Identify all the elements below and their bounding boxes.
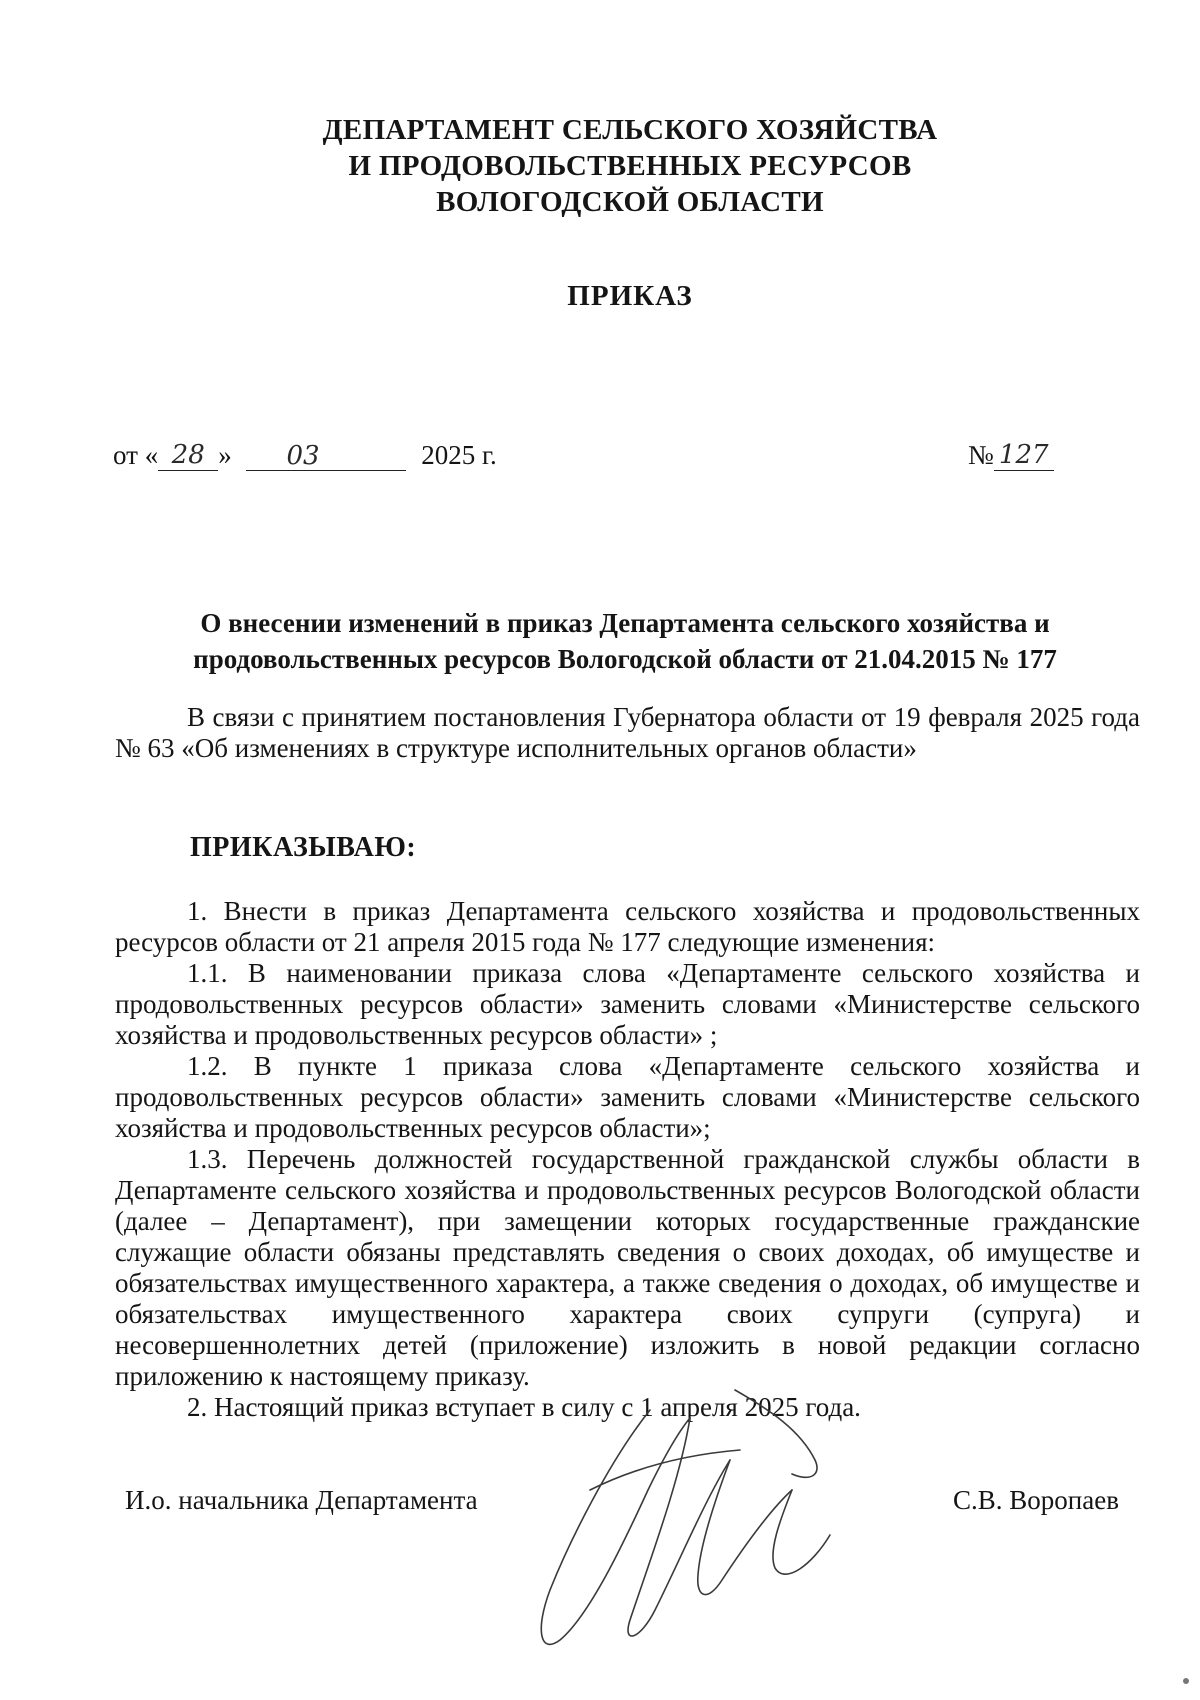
preamble-text: В связи с принятием постановления Губернатора области от 19 февраля 2025 года № 63 «Об изменениях в структуре исполнительных органов области» [115,702,1140,763]
item-1-2: 1.2. В пункте 1 приказа слова «Департаменте сельского хозяйства и продовольственных ресурсов области» заменить словами «Министерстве сельского хозяйства и продовольственных ресурсов области»; [115,1051,1140,1143]
signatory-name: С.В. Воропаев [953,1485,1119,1515]
subject-line-1: О внесении изменений в приказ Департамента сельского хозяйства и [200,608,1050,638]
date-day: 28 [158,440,218,471]
date-prefix: от « [113,440,159,470]
number-prefix: № [968,440,994,470]
order-number [968,440,1054,471]
number-value: 127 [994,440,1054,471]
item-1-1: 1.1. В наименовании приказа слова «Департаменте сельского хозяйства и продовольственных ресурсов области» заменить словами «Министерстве сельского хозяйства и продовольственных ресурсов области» ; [115,958,1140,1050]
order-title: ПРИКАЗ [567,280,693,312]
item-2: 2. Настоящий приказ вступает в силу с 1 апреля 2025 года. [187,1392,861,1422]
subject-line-2: продовольственных ресурсов Вологодской области от 21.04.2015 № 177 [193,644,1057,674]
order-items [115,896,1140,1423]
item-1: 1. Внести в приказ Департамента сельского хозяйства и продовольственных ресурсов области от 21 апреля 2015 года № 177 следующие изменения: [115,896,1140,957]
department-header [0,112,1200,220]
date-month: 03 [246,441,406,471]
date-mid: » [218,440,232,470]
date-year: 2025 г. [421,440,497,470]
preamble [115,702,1140,764]
header-line-2: И ПРОДОВОЛЬСТВЕННЫХ РЕСУРСОВ [348,150,912,182]
date-line [113,440,497,471]
item-1-3: 1.3. Перечень должностей государственной гражданской службы области в Департаменте сельского хозяйства и продовольственных ресурсов Вологодской области (далее – Департамент), при замещении которых государственные гражданские служащие области обязаны представлять сведения о своих доходах, об имуществе и обязательствах имущественного характера, а также сведения о доходах, об имуществе и обязательствах имущественного характера своих супруги (супруга) и несовершеннолетних детей (приложение) изложить в новой редакции согласно приложению к настоящему приказу. [115,1144,1140,1391]
header-line-3: ВОЛОГОДСКОЙ ОБЛАСТИ [436,186,824,218]
order-word: ПРИКАЗЫВАЮ: [190,832,417,863]
order-subject [150,605,1100,677]
header-line-1: ДЕПАРТАМЕНТ СЕЛЬСКОГО ХОЗЯЙСТВА [322,114,938,146]
scan-speck [1183,1678,1189,1684]
handwritten-signature [530,1370,850,1660]
signatory-position: И.о. начальника Департамента [125,1485,478,1515]
